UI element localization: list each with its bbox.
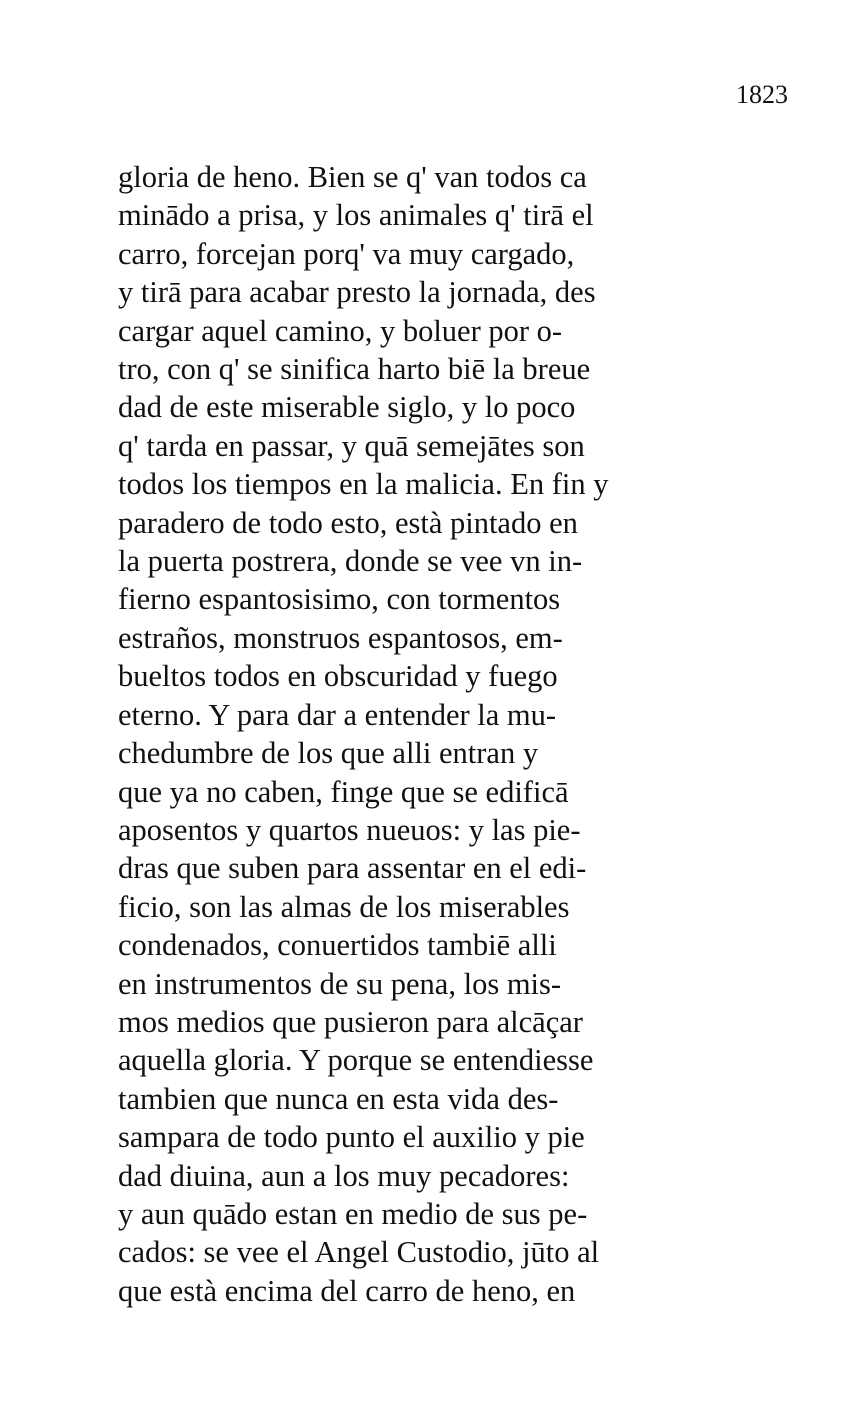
text-line: chedumbre de los que alli entran y (118, 736, 539, 771)
text-line: condenados, conuertidos tambiē alli (118, 928, 557, 963)
text-line: aquella gloria. Y porque se entendiesse (118, 1043, 594, 1078)
body-text (118, 158, 838, 1310)
text-line: eterno. Y para dar a entender la mu- (118, 697, 557, 732)
text-line: bueltos todos en obscuridad y fuego (118, 659, 558, 694)
text-line: sampara de todo punto el auxilio y pie (118, 1120, 585, 1155)
text-line: todos los tiempos en la malicia. En fin y (118, 467, 609, 502)
text-line: aposentos y quartos nueuos: y las pie- (118, 812, 581, 847)
text-line: carro, forcejan porq' va muy cargado, (118, 236, 575, 271)
text-line: y aun quādo estan en medio de sus pe- (118, 1196, 588, 1231)
text-line: dad diuina, aun a los muy pecadores: (118, 1158, 570, 1193)
text-line: ficio, son las almas de los miserables (118, 889, 570, 924)
page-number: 1823 (736, 80, 788, 109)
text-line: estraños, monstruos espantosos, em- (118, 620, 563, 655)
text-line: fierno espantosisimo, con tormentos (118, 582, 561, 617)
text-line: la puerta postrera, donde se vee vn in- (118, 544, 583, 579)
text-line: gloria de heno. Bien se q' van todos ca (118, 160, 587, 194)
text-line: que ya no caben, finge que se edificā (118, 774, 569, 809)
text-line: dras que suben para assentar en el edi- (118, 851, 587, 886)
text-line: tro, con q' se sinifica harto biē la breue (118, 352, 591, 387)
text-line: paradero de todo esto, està pintado en (118, 505, 578, 540)
text-line: minādo a prisa, y los animales q' tirā el (118, 198, 594, 233)
text-line: q' tarda en passar, y quā semejātes son (118, 428, 585, 463)
text-line: cargar aquel camino, y boluer por o- (118, 313, 563, 348)
text-line: tambien que nunca en esta vida des- (118, 1081, 559, 1116)
text-line: cados: se vee el Angel Custodio, jūto al (118, 1235, 600, 1270)
text-line: en instrumentos de su pena, los mis- (118, 966, 562, 1001)
text-line: que està encima del carro de heno, en (118, 1273, 576, 1308)
text-line: y tirā para acabar presto la jornada, des (118, 275, 596, 310)
text-line: mos medios que pusieron para alcāçar (118, 1004, 583, 1039)
text-line: dad de este miserable siglo, y lo poco (118, 390, 576, 425)
